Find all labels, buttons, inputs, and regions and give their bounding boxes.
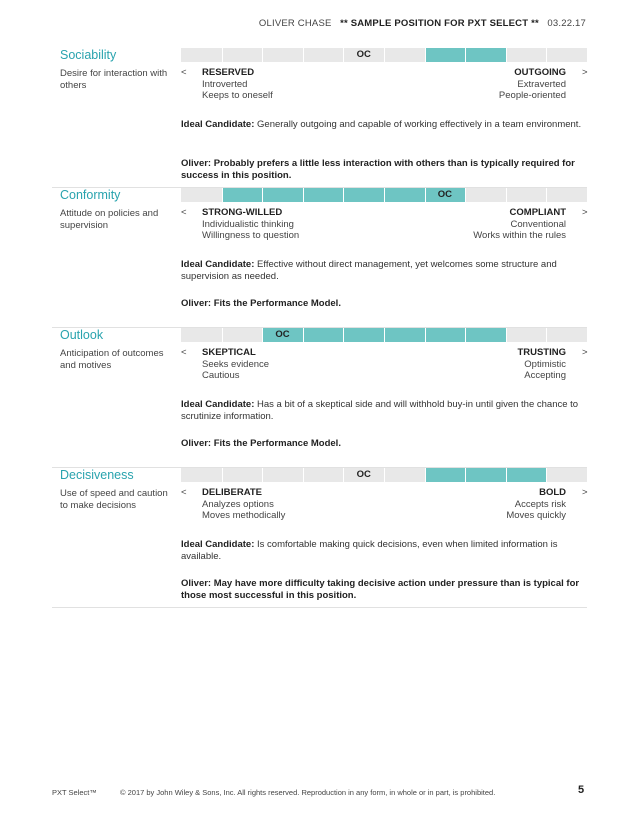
left-pole-label: DELIBERATE: [202, 487, 262, 498]
scale-segment: [222, 48, 263, 62]
candidate-marker: OC: [275, 329, 290, 340]
scale-segment: [384, 48, 425, 62]
scale-divider: [425, 48, 426, 62]
scale-segment: [303, 468, 344, 482]
trait-scale-bar: [181, 188, 587, 202]
trait-section-decisiveness: [52, 468, 587, 608]
scale-left-pole: [202, 347, 269, 382]
trait-section-outlook: [52, 328, 587, 468]
trait-title: Outlook: [60, 328, 104, 342]
scale-divider: [506, 48, 507, 62]
ideal-candidate-label: Ideal Candidate:: [181, 119, 255, 130]
scale-divider: [343, 468, 344, 482]
scale-segment: [546, 48, 587, 62]
right-pole-label: COMPLIANT: [509, 207, 566, 218]
scale-segment: [506, 328, 547, 342]
scale-segment: [222, 328, 263, 342]
greater-than-icon: >: [582, 67, 588, 78]
scale-divider: [262, 48, 263, 62]
scale-divider: [465, 188, 466, 202]
trait-scale-bar: [181, 468, 587, 482]
trait-title: Decisiveness: [60, 468, 134, 482]
scale-divider: [384, 188, 385, 202]
ideal-candidate-text: Is comfortable making quick decisions, even when limited information is available.: [181, 539, 558, 562]
ideal-candidate: [181, 539, 587, 562]
scale-divider: [506, 468, 507, 482]
right-pole-label: BOLD: [539, 487, 566, 498]
scale-segment: [343, 328, 384, 342]
position-title: ** SAMPLE POSITION FOR PXT SELECT **: [340, 18, 539, 29]
report-date: 03.22.17: [547, 18, 586, 29]
scale-right-pole: [506, 487, 566, 522]
scale-segment: [546, 328, 587, 342]
trait-description: Desire for interaction with others: [60, 68, 168, 91]
trait-description: Anticipation of outcomes and motives: [60, 348, 164, 371]
trait-description: Use of speed and caution to make decisions: [60, 488, 168, 511]
left-pole-label: SKEPTICAL: [202, 347, 256, 358]
ideal-candidate-text: Has a bit of a skeptical side and will withhold buy-in until given the chance to scrutinize information.: [181, 399, 579, 422]
scale-left-pole: [202, 67, 273, 102]
scale-divider: [384, 328, 385, 342]
less-than-icon: <: [181, 67, 187, 78]
trait-section-sociability: [52, 48, 587, 188]
trait-title: Conformity: [60, 188, 121, 202]
scale-segment: [465, 48, 506, 62]
scale-right-pole: [473, 207, 566, 242]
candidate-verdict: Oliver: Probably prefers a little less interaction with others than is typically required for success in this position.: [181, 158, 575, 181]
scale-divider: [343, 48, 344, 62]
scale-segment: [425, 48, 466, 62]
footer-brand: PXT Select™: [52, 788, 97, 797]
less-than-icon: <: [181, 207, 187, 218]
scale-divider: [546, 188, 547, 202]
scale-segment: [262, 188, 303, 202]
trait-scale-bar: [181, 48, 587, 62]
scale-segment: [181, 468, 222, 482]
ideal-candidate: [181, 399, 587, 422]
scale-right-pole: [499, 67, 566, 102]
trait-title: Sociability: [60, 48, 117, 62]
candidate-marker: OC: [437, 189, 453, 200]
scale-divider: [343, 188, 344, 202]
ideal-candidate: [181, 119, 587, 131]
scale-segment: [425, 468, 466, 482]
scale-divider: [425, 468, 426, 482]
greater-than-icon: >: [582, 347, 588, 358]
candidate-name: OLIVER CHASE: [258, 18, 332, 29]
page-header: [259, 18, 586, 29]
ideal-candidate: [181, 259, 587, 282]
footer-copyright: © 2017 by John Wiley & Sons, Inc. All rights reserved. Reproduction in any form, in whole or in part, is prohibited.: [120, 788, 496, 797]
scale-segment: [303, 188, 344, 202]
scale-segment: [546, 468, 587, 482]
left-pole-trait: Willingness to question: [202, 230, 300, 241]
trait-section-conformity: [52, 188, 587, 328]
scale-segment: [465, 468, 506, 482]
left-pole-trait: Individualistic thinking: [202, 218, 294, 230]
right-pole-trait: Optimistic: [524, 358, 566, 370]
scale-segment: [506, 188, 547, 202]
scale-segment: [384, 328, 425, 342]
right-pole-label: OUTGOING: [514, 67, 566, 78]
right-pole-trait: Accepts risk: [514, 498, 566, 510]
scale-divider: [303, 468, 304, 482]
scale-divider: [546, 328, 547, 342]
left-pole-trait: Cautious: [202, 370, 240, 381]
scale-divider: [222, 48, 223, 62]
scale-segment: [181, 328, 222, 342]
scale-segment: [303, 328, 344, 342]
scale-segment: [506, 48, 547, 62]
right-pole-label: TRUSTING: [517, 347, 566, 358]
right-pole-trait: Moves quickly: [506, 510, 566, 521]
scale-divider: [465, 48, 466, 62]
right-pole-trait: Conventional: [510, 218, 566, 230]
scale-segment: [343, 188, 384, 202]
scale-divider: [262, 328, 263, 342]
trait-scale-bar: [181, 328, 587, 342]
scale-segment: [222, 188, 263, 202]
candidate-verdict: Oliver: May have more difficulty taking decisive action under pressure than is typical for those most successful in this position.: [181, 578, 580, 601]
scale-divider: [384, 48, 385, 62]
scale-segment: [181, 188, 222, 202]
scale-right-pole: [517, 347, 566, 382]
trait-description: Attitude on policies and supervision: [60, 208, 159, 231]
left-pole-trait: Analyzes options: [202, 498, 274, 510]
scale-divider: [425, 188, 426, 202]
scale-divider: [546, 48, 547, 62]
scale-segment: [222, 468, 263, 482]
less-than-icon: <: [181, 347, 187, 358]
scale-segment: [465, 328, 506, 342]
right-pole-trait: People-oriented: [498, 90, 566, 101]
greater-than-icon: >: [582, 207, 588, 218]
scale-divider: [262, 188, 263, 202]
ideal-candidate-text: Effective without direct management, yet welcomes some structure and supervision as needed.: [181, 259, 557, 282]
page-number: 5: [578, 784, 585, 796]
right-pole-trait: Works within the rules: [473, 230, 566, 241]
scale-segment: [181, 48, 222, 62]
scale-segment: [303, 48, 344, 62]
scale-divider: [343, 328, 344, 342]
ideal-candidate-label: Ideal Candidate:: [181, 259, 255, 270]
right-pole-trait: Extraverted: [517, 78, 566, 90]
left-pole-label: RESERVED: [202, 67, 255, 78]
left-pole-label: STRONG-WILLED: [202, 207, 283, 218]
ideal-candidate-label: Ideal Candidate:: [181, 539, 255, 550]
scale-divider: [506, 188, 507, 202]
greater-than-icon: >: [582, 487, 588, 498]
scale-divider: [303, 48, 304, 62]
scale-divider: [384, 468, 385, 482]
less-than-icon: <: [181, 487, 187, 498]
scale-divider: [303, 328, 304, 342]
scale-segment: [546, 188, 587, 202]
scale-divider: [506, 328, 507, 342]
left-pole-trait: Moves methodically: [202, 510, 286, 521]
candidate-verdict: Oliver: Fits the Performance Model.: [181, 438, 341, 449]
scale-divider: [222, 328, 223, 342]
scale-left-pole: [202, 207, 299, 242]
scale-segment: [425, 328, 466, 342]
scale-divider: [262, 468, 263, 482]
scale-segment: [465, 188, 506, 202]
left-pole-trait: Seeks evidence: [202, 358, 270, 370]
ideal-candidate-label: Ideal Candidate:: [181, 399, 255, 410]
candidate-marker: OC: [356, 469, 371, 480]
scale-divider: [303, 188, 304, 202]
ideal-candidate-text: Generally outgoing and capable of working effectively in a team environment.: [257, 119, 582, 130]
scale-divider: [222, 188, 223, 202]
scale-divider: [465, 468, 466, 482]
scale-segment: [506, 468, 547, 482]
right-pole-trait: Accepting: [524, 370, 566, 381]
candidate-verdict: Oliver: Fits the Performance Model.: [181, 298, 341, 309]
scale-divider: [465, 328, 466, 342]
left-pole-trait: Keeps to oneself: [202, 90, 273, 101]
candidate-marker: OC: [356, 49, 371, 60]
scale-divider: [222, 468, 223, 482]
scale-segment: [262, 468, 303, 482]
scale-divider: [546, 468, 547, 482]
scale-left-pole: [202, 487, 285, 522]
scale-segment: [384, 468, 425, 482]
scale-segment: [262, 48, 303, 62]
left-pole-trait: Introverted: [202, 78, 248, 90]
scale-segment: [384, 188, 425, 202]
scale-divider: [425, 328, 426, 342]
